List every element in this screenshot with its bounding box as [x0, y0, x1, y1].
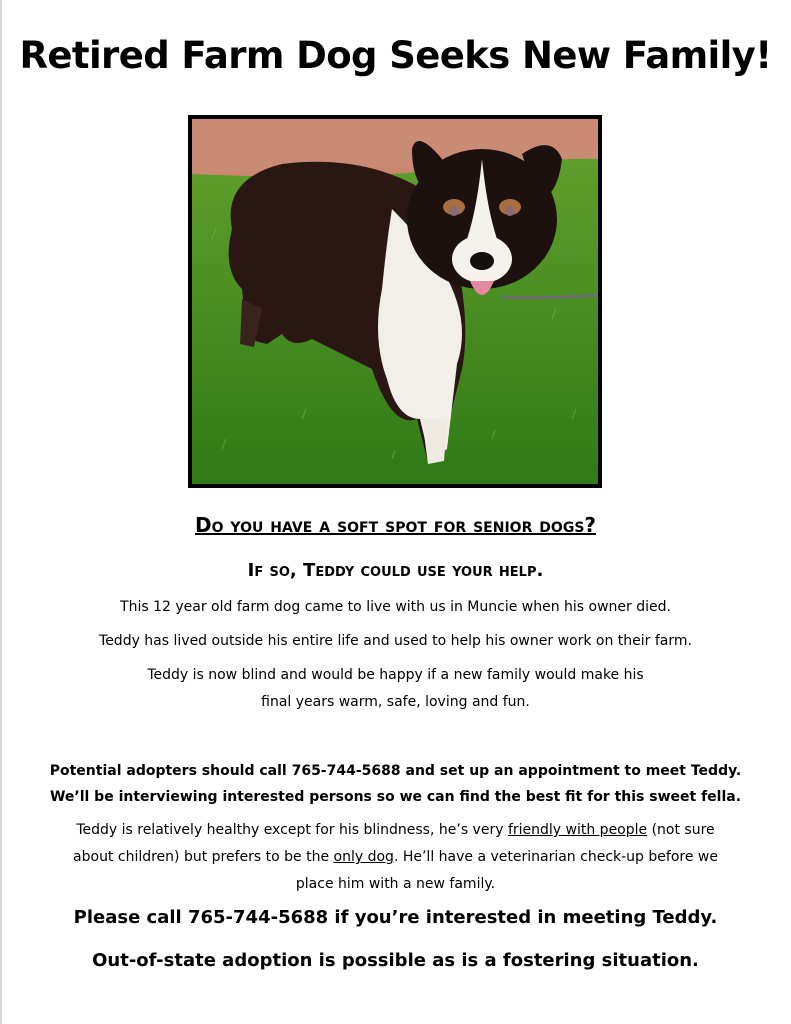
friendly-with-people: friendly with people — [507, 822, 648, 838]
dog-photo — [188, 115, 602, 488]
health-text: (not sure — [647, 822, 715, 838]
health-line-3: place him with a new family. — [295, 876, 496, 892]
subheading: If so, Teddy could use your help. — [247, 560, 544, 581]
intro-line-2: Teddy has lived outside his entire life and used to help his owner work on their farm. — [99, 633, 692, 649]
adopters-line-1: Potential adopters should call 765-744-5688 and set up an appointment to meet Teddy. — [49, 763, 742, 779]
only-dog: only dog — [333, 849, 394, 865]
health-text: . He’ll have a veterinarian check-up before we — [393, 849, 718, 865]
health-text: about children) but prefers to be the — [73, 849, 334, 865]
intro-line-3: Teddy is now blind and would be happy if a new family would make his — [147, 667, 644, 683]
dog-photo-illustration — [192, 119, 598, 484]
out-of-state-note: Out-of-state adoption is possible as is a fostering situation. — [92, 950, 699, 971]
intro-line-1: This 12 year old farm dog came to live with us in Muncie when his owner died. — [120, 599, 671, 615]
intro-line-4: final years warm, safe, loving and fun. — [261, 694, 530, 710]
health-line-1 — [0, 816, 791, 844]
question-heading: Do you have a soft spot for senior dogs? — [194, 513, 597, 537]
flyer-title: Retired Farm Dog Seeks New Family! — [19, 34, 772, 77]
health-line-2 — [0, 843, 791, 871]
health-text: Teddy is relatively healthy except for his blindness, he’s very — [76, 822, 508, 838]
call-to-action: Please call 765-744-5688 if you’re interested in meeting Teddy. — [73, 907, 718, 928]
adopters-line-2: We’ll be interviewing interested persons so we can find the best fit for this sweet fella. — [49, 789, 742, 805]
